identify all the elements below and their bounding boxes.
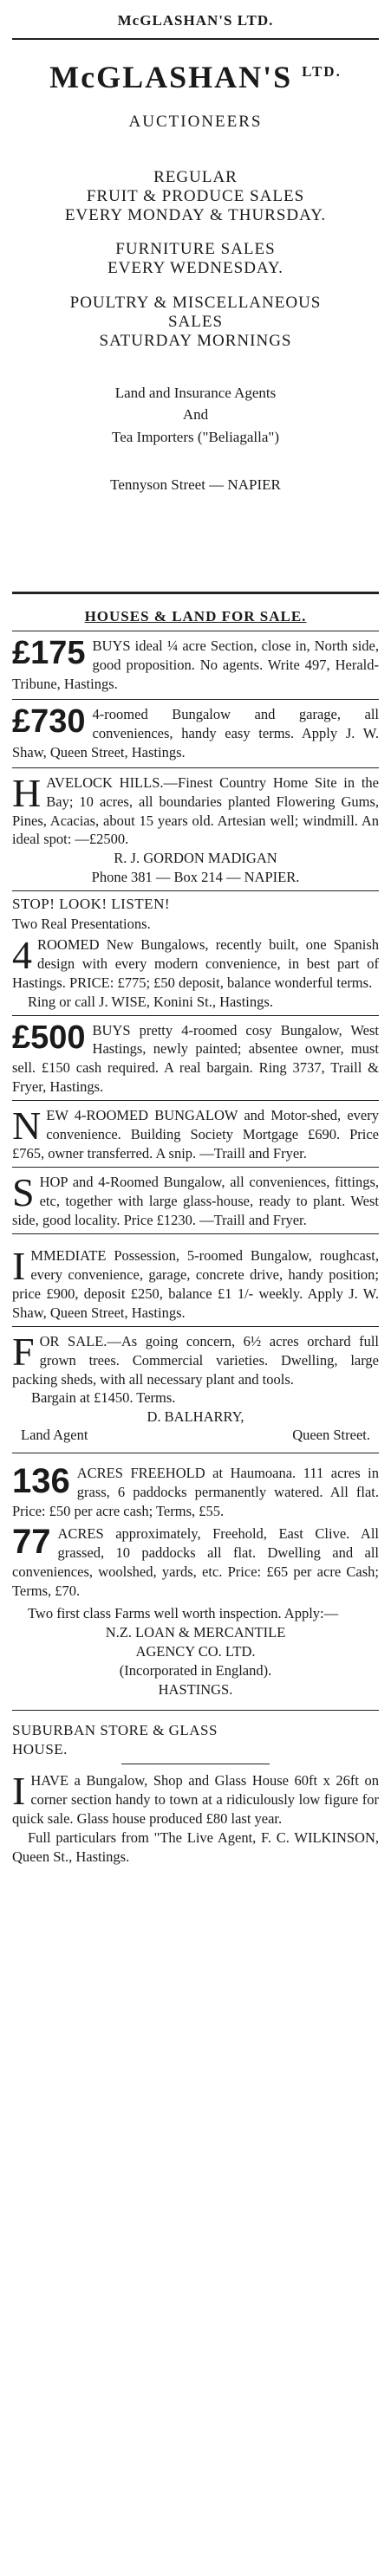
ad-text: ACRES FREEHOLD at Haumoana. 111 acres in grass, 6 paddocks permanently watered. All flat. Price: £50 per acre cash; Terms, £55. [12,1465,379,1520]
price-label: £175 [12,635,86,671]
ad-text: ACRES approximately, Freehold, East Clive. All grassed, 10 paddocks all flat. Dwelling and all conveniences, woolshed, yards, etc. Price: £65 per acre Cash; Terms, £70. [12,1525,379,1599]
furniture-line: FURNITURE SALES [115,240,276,259]
logo-main: McGLASHAN'S [49,60,293,94]
regular-line: REGULAR [153,167,238,186]
masthead: McGLASHAN'S LTD. [117,12,274,29]
ad-text: HAVE a Bungalow, Shop and Glass House 60ft x 26ft on corner section handy to town at a ridiculously low figure for quick sale. Glass house produced £80 last year. [12,1771,379,1827]
address: Tennyson Street — NAPIER [110,476,281,494]
drop-cap: S [12,1170,35,1215]
poultry-line: POULTRY & MISCELLANEOUS [69,294,322,313]
ad-new-bungalow [12,1106,379,1163]
poultry-line: SALES [167,312,224,331]
ad-500 [12,1021,379,1097]
drop-cap: 4 [12,932,32,977]
poultry-line: SATURDAY MORNINGS [99,331,292,350]
divider [12,699,379,700]
stop-sub: Two Real Presentations. [12,915,151,932]
ad-shop [12,1170,379,1230]
ad-text: 4-roomed Bungalow and garage, all conveniences, handy easy terms. Apply J. W. Shaw, Queen Street, Hastings. [12,705,379,761]
company-line: N.Z. LOAN & MERCANTILE [105,1623,286,1641]
acres-number: 136 [12,1462,70,1501]
agent-name: D. BALHARRY, [147,1408,244,1426]
full-particulars: Full particulars from "The Live Agent, F. C. WILKINSON, Queen St., Hastings. [12,1828,379,1865]
ad-text: EW 4-ROOMED BUNGALOW and Motor-shed, every convenience. Building Society Mortgage £690. Price £765, owner transferred. A snip. —Traill and Fryer. [12,1107,379,1162]
logo-sup: LTD. [302,63,342,80]
regular-sales [0,168,391,225]
ad-text: HOP and 4-Roomed Bungalow, all conveniences, fittings, etc, together with large glass-house, ready to plant. West side, good locality. Price £1230. —Traill and Fryer. [12,1174,379,1228]
agent-name: R. J. GORDON MADIGAN [114,850,277,867]
mcglashans-advert [0,0,391,592]
furniture-line: EVERY WEDNESDAY. [108,259,283,278]
price-label: £500 [12,1019,86,1056]
ad-suburban [12,1768,379,1867]
ad-text: OR SALE.—As going concern, 6½ acres orchard full grown trees. Commercial varieties. Dwelling, large packing sheds, with all necessary plant and tools. [12,1332,379,1388]
ad-havelock [12,770,379,888]
company-line: HASTINGS. [158,1680,233,1698]
agents-line: And [182,406,209,424]
suburban-head-line: SUBURBAN STORE & GLASS [12,1721,218,1738]
ad-136-acres [12,1464,379,1521]
agent-role: Land Agent [21,1427,88,1444]
regular-line: FRUIT & PRODUCE SALES [86,186,305,205]
section-divider [12,592,379,594]
suburban-heading [12,1721,379,1760]
drop-cap: H [12,770,42,815]
divider [12,1710,379,1711]
ad-text: ROOMED New Bungalows, recently built, one Spanish design with every modern convenience, in best part of Hastings. PRICE: £775; £50 deposit, balance wonderful terms. [12,935,379,991]
divider [12,1233,379,1234]
divider [12,1100,379,1101]
ring-line: Ring or call J. WISE, Konini St., Hastings. [28,993,273,1010]
ad-farms [12,1604,379,1699]
auctioneers: AUCTIONEERS [128,113,263,131]
ad-175 [12,637,379,694]
ad-stop-heading [12,895,379,934]
agents-line: Land and Insurance Agents [114,384,277,401]
drop-cap: F [12,1329,35,1374]
stop-heading: STOP! LOOK! LISTEN! [12,896,171,913]
furniture-sales [0,240,391,278]
divider [12,767,379,768]
price-label: £730 [12,702,86,740]
divider [12,1326,379,1327]
houses-header: HOUSES & LAND FOR SALE. [84,608,307,625]
company-logo [0,59,391,95]
ad-4-roomed [12,932,379,1012]
ad-text: AVELOCK HILLS.—Finest Country Home Site in the Bay; 10 acres, all boundaries planted Flowering Gums, Pines, Acacias, about 15 years old. Artesian well; windmill. An ideal spot: —£2500. [12,773,379,848]
ad-text: BUYS pretty 4-roomed cosy Bungalow, West Hastings, newly painted; absentee owner, must sell. £150 cash required. A real bargain. Ring 3737, Traill & Fryer, Hastings. [12,1021,379,1096]
divider [12,1015,379,1016]
ad-immediate [12,1243,379,1323]
company-line: AGENCY CO. LTD. [135,1642,256,1660]
divider [12,38,379,40]
ad-for-sale [12,1329,379,1427]
suburban-head-line: HOUSE. [12,1741,68,1758]
agents-block [0,382,391,449]
farms-text: Two first class Farms well worth inspection. Apply:— [28,1604,339,1621]
divider [12,890,379,891]
bargain-line: Bargain at £1450. Terms. [31,1389,176,1407]
company-line: (Incorporated in England). [119,1661,272,1679]
ad-730 [12,702,379,762]
regular-line: EVERY MONDAY & THURSDAY. [64,205,327,224]
agent-signature [21,1427,370,1444]
agents-line: Tea Importers ("Beliagalla") [112,428,279,445]
drop-cap: I [12,1768,26,1813]
ad-text: MMEDIATE Possession, 5-roomed Bungalow, roughcast, every convenience, garage, concrete drive, handy position; price £900, deposit £250, balance £1 1/- weekly. Apply J. W. Shaw, Queen Street, Hastings. [12,1246,379,1321]
acres-number: 77 [12,1523,51,1562]
divider [12,1167,379,1168]
ad-77-acres [12,1524,379,1601]
ad-text: BUYS ideal ¼ acre Section, close in, North side, good proposition. No agents. Write 497, Herald-Tribune, Hastings. [12,638,379,692]
drop-cap: N [12,1104,42,1149]
agent-phone: Phone 381 — Box 214 — NAPIER. [91,869,300,886]
poultry-sales [0,294,391,351]
agent-street: Queen Street. [292,1427,370,1444]
drop-cap: I [12,1243,26,1288]
